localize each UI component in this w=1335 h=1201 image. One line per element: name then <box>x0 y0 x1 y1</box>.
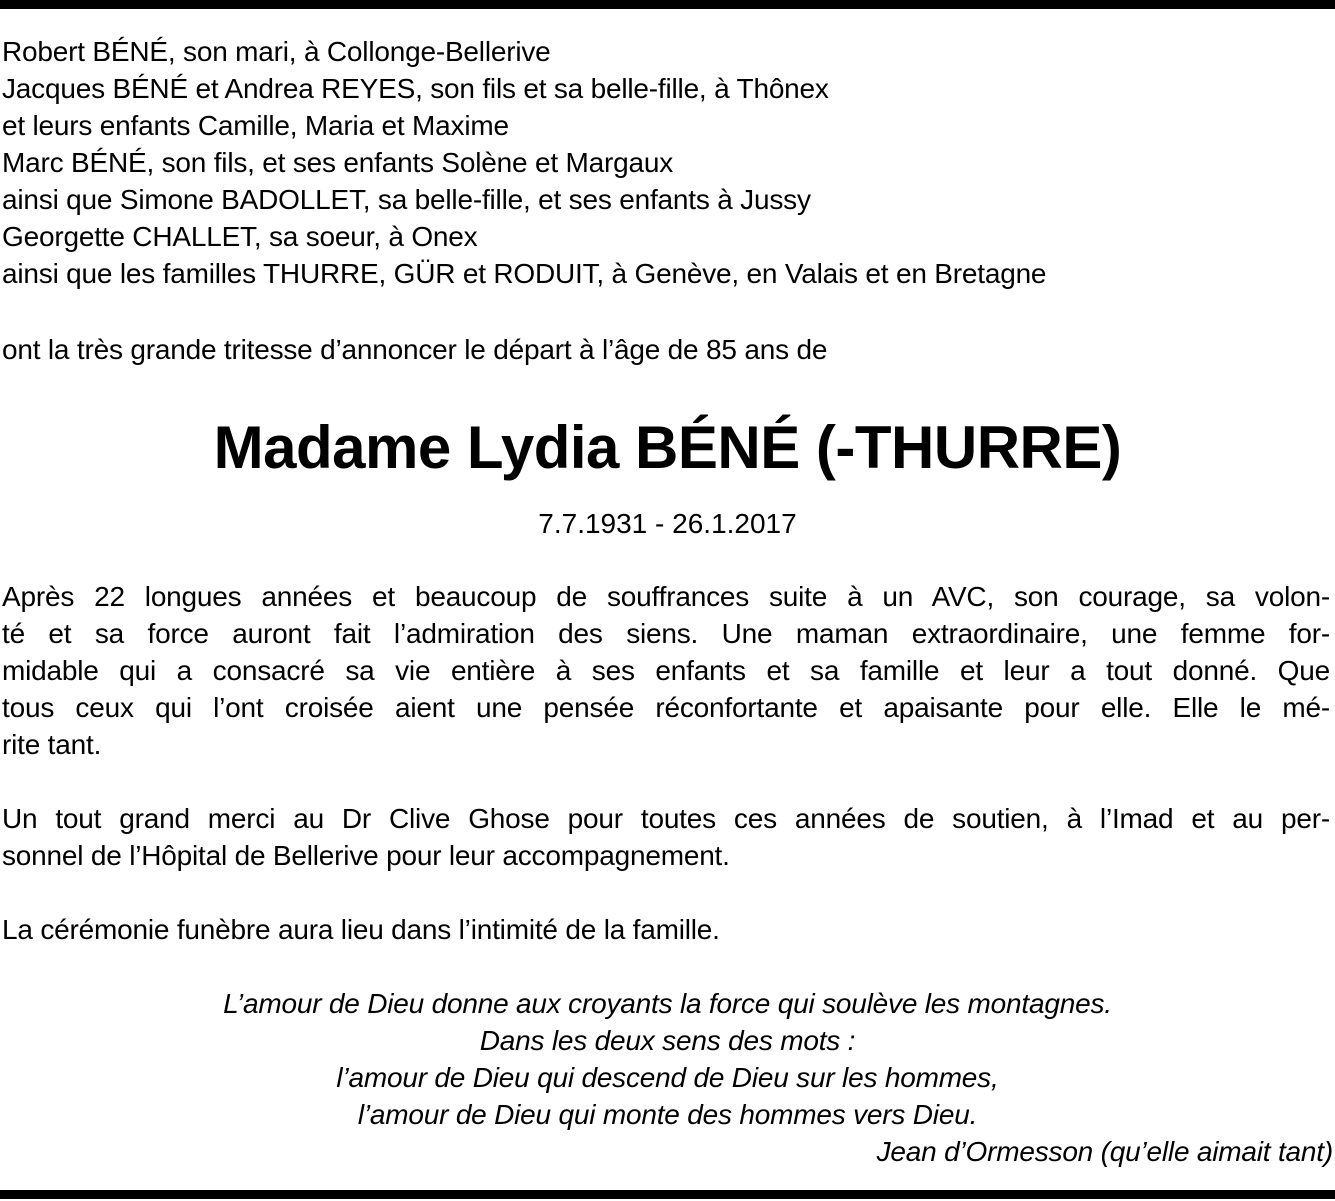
announcement: ont la très grande tritesse d’annoncer le départ à l’âge de 85 ans de <box>2 334 828 365</box>
family-line: ainsi que les familles THURRE, GÜR et RODUIT, à Genève, en Valais et en Bretagne <box>2 258 1047 289</box>
quote-attribution: Jean d’Ormesson (qu’elle aimait tant) <box>876 1136 1333 1167</box>
tribute-line: midable qui a consacré sa vie entière à ses enfants et sa famille et leur a tout donné. Que <box>2 655 1330 686</box>
ceremony-line: La cérémonie funèbre aura lieu dans l’intimité de la famille. <box>2 914 720 945</box>
tribute-line: té et sa force auront fait l’admiration des siens. Une maman extraordinaire, une femme for- <box>2 618 1330 649</box>
quote-line: l’amour de Dieu qui descend de Dieu sur les hommes, <box>336 1062 999 1093</box>
top-rule <box>0 0 1335 9</box>
quote-line: l’amour de Dieu qui monte des hommes vers Dieu. <box>357 1099 978 1130</box>
family-line: Georgette CHALLET, sa soeur, à Onex <box>2 221 478 252</box>
family-line: Robert BÉNÉ, son mari, à Collonge-Bellerive <box>2 36 551 67</box>
thanks-line: sonnel de l’Hôpital de Bellerive pour leur accompagnement. <box>2 840 730 871</box>
bottom-rule <box>0 1190 1335 1199</box>
tribute-line: Après 22 longues années et beaucoup de souffrances suite à un AVC, son courage, sa volon- <box>2 581 1330 612</box>
family-line: Marc BÉNÉ, son fils, et ses enfants Solène et Margaux <box>2 147 674 178</box>
deceased-name: Madame Lydia BÉNÉ (-THURRE) <box>213 414 1122 481</box>
thanks-line: Un tout grand merci au Dr Clive Ghose pour toutes ces années de soutien, à l’Imad et au per- <box>2 803 1330 834</box>
family-line: Jacques BÉNÉ et Andrea REYES, son fils et sa belle-fille, à Thônex <box>2 73 829 104</box>
family-list <box>2 33 1322 292</box>
tribute-paragraph <box>2 578 1330 763</box>
quote-line: L’amour de Dieu donne aux croyants la force qui soulève les montagnes. <box>223 988 1112 1019</box>
life-dates: 7.7.1931 - 26.1.2017 <box>538 508 797 539</box>
tribute-line: tous ceux qui l’ont croisée aient une pensée réconfortante et apaisante pour elle. Elle le mé- <box>2 692 1330 723</box>
ceremony-paragraph <box>2 911 1330 948</box>
quote-line: Dans les deux sens des mots : <box>479 1025 856 1056</box>
tribute-line: rite tant. <box>2 729 102 760</box>
thanks-paragraph <box>2 800 1330 874</box>
family-line: et leurs enfants Camille, Maria et Maxime <box>2 110 509 141</box>
closing-quote <box>0 985 1335 1170</box>
family-line: ainsi que Simone BADOLLET, sa belle-fille, et ses enfants à Jussy <box>2 184 811 215</box>
